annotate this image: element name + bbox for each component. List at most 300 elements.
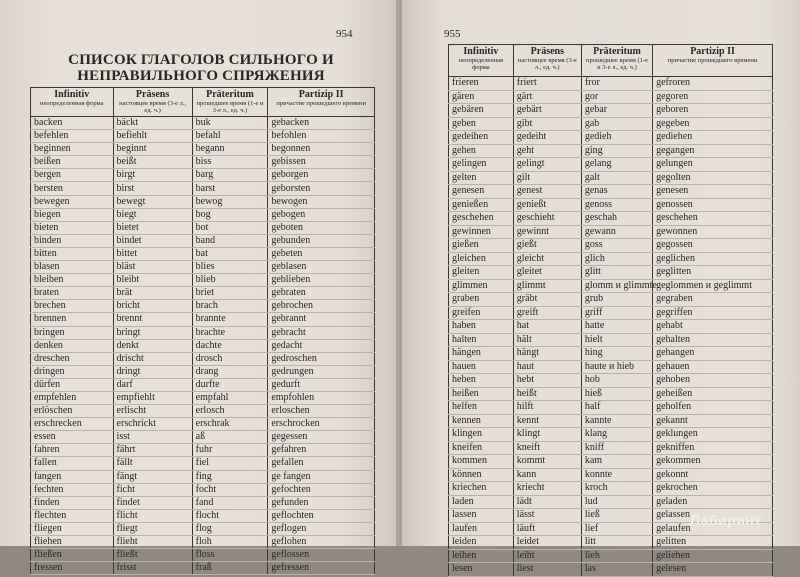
table-cell: glimmen <box>449 279 514 293</box>
table-cell: blieb <box>192 274 268 287</box>
table-cell: flocht <box>192 509 268 522</box>
table-row <box>31 522 375 535</box>
table-row <box>31 195 375 208</box>
table-cell: glitt <box>581 266 652 280</box>
table-cell: genießt <box>513 198 581 212</box>
table-cell: gießen <box>449 239 514 253</box>
table-cell: band <box>192 234 268 247</box>
table-row <box>31 457 375 470</box>
page-number: 954 <box>336 28 353 40</box>
table-row <box>449 320 773 334</box>
table-cell: grub <box>581 293 652 307</box>
table-cell: lieh <box>581 549 652 563</box>
table-cell: gewinnen <box>449 225 514 239</box>
table-cell: gilt <box>513 171 581 185</box>
table-cell: gegossen <box>653 239 773 253</box>
table-row <box>449 374 773 388</box>
table-row <box>449 549 773 563</box>
table-row <box>31 326 375 339</box>
table-row <box>449 185 773 199</box>
table-cell: brach <box>192 300 268 313</box>
table-row <box>449 279 773 293</box>
table-cell: laden <box>449 495 514 509</box>
table-row <box>31 169 375 182</box>
table-cell: fiel <box>192 457 268 470</box>
column-header <box>449 45 514 77</box>
table-cell: gediehen <box>653 131 773 145</box>
table-cell: gehoben <box>653 374 773 388</box>
table-cell: geglommen и geglimmt <box>653 279 773 293</box>
column-header-subtitle: прошедшее время (1-е и 3-е л., ед. ч.) <box>196 100 264 114</box>
table-cell: fressen <box>31 562 114 575</box>
table-cell: erschrak <box>192 418 268 431</box>
table-cell: denkt <box>113 339 192 352</box>
table-cell: hält <box>513 333 581 347</box>
table-cell: liest <box>513 563 581 577</box>
table-cell: gegessen <box>268 431 375 444</box>
table-cell: kniff <box>581 441 652 455</box>
table-cell: kroch <box>581 482 652 496</box>
table-cell: gebogen <box>268 208 375 221</box>
table-cell: genossen <box>653 198 773 212</box>
table-cell: gelungen <box>653 158 773 172</box>
table-cell: kennen <box>449 414 514 428</box>
table-cell: klang <box>581 428 652 442</box>
table-row <box>449 117 773 131</box>
table-cell: bog <box>192 208 268 221</box>
table-cell: isst <box>113 431 192 444</box>
table-row <box>31 182 375 195</box>
table-cell: beginnen <box>31 143 114 156</box>
table-cell: bäckt <box>113 117 192 130</box>
table-cell: klingen <box>449 428 514 442</box>
table-cell: genas <box>581 185 652 199</box>
table-cell: gekniffen <box>653 441 773 455</box>
table-cell: heißt <box>513 387 581 401</box>
right-page <box>402 0 800 575</box>
table-row <box>449 482 773 496</box>
table-row <box>449 414 773 428</box>
table-cell: gebar <box>581 104 652 118</box>
column-header-subtitle: прошедшее время (1-е и 3-е л., ед. ч.) <box>586 57 648 71</box>
table-cell: brachte <box>192 326 268 339</box>
table-cell: greifen <box>449 306 514 320</box>
table-cell: griff <box>581 306 652 320</box>
table-cell: glomm и glimmte <box>581 279 652 293</box>
table-cell: gewonnen <box>653 225 773 239</box>
table-cell: gebrannt <box>268 313 375 326</box>
table-cell: geboten <box>268 221 375 234</box>
verb-table-left <box>30 87 375 575</box>
table-cell: geborsten <box>268 182 375 195</box>
table-cell: geschehen <box>449 212 514 226</box>
table-cell: gelten <box>449 171 514 185</box>
table-cell: konnte <box>581 468 652 482</box>
page-number: 955 <box>444 28 461 40</box>
table-row <box>31 431 375 444</box>
table-cell: lud <box>581 495 652 509</box>
table-cell: gewann <box>581 225 652 239</box>
table-cell: blasen <box>31 261 114 274</box>
table-cell: hieß <box>581 387 652 401</box>
table-cell: fror <box>581 77 652 91</box>
table-cell: genießen <box>449 198 514 212</box>
table-row <box>31 444 375 457</box>
table-cell: litt <box>581 536 652 550</box>
table-cell: backen <box>31 117 114 130</box>
table-cell: bat <box>192 247 268 260</box>
table-cell: gebacken <box>268 117 375 130</box>
table-row <box>31 287 375 300</box>
table-row <box>31 378 375 391</box>
table-cell: gab <box>581 117 652 131</box>
column-header-subtitle: настоящее время (3-е л., ед. ч.) <box>517 57 577 71</box>
table-row <box>449 171 773 185</box>
table-row <box>31 156 375 169</box>
table-cell: fangen <box>31 470 114 483</box>
table-cell: gefochten <box>268 483 375 496</box>
table-cell: hat <box>513 320 581 334</box>
table-cell: friert <box>513 77 581 91</box>
table-cell: hängt <box>513 347 581 361</box>
column-header-subtitle: неопределенная форма <box>458 57 504 71</box>
table-cell: gedeiht <box>513 131 581 145</box>
table-row <box>31 117 375 130</box>
table-cell: laufen <box>449 522 514 536</box>
table-row <box>449 212 773 226</box>
table-cell: lesen <box>449 563 514 577</box>
column-header <box>192 88 268 117</box>
table-cell: genesen <box>449 185 514 199</box>
table-cell: leihen <box>449 549 514 563</box>
table-row <box>449 239 773 253</box>
table-row <box>449 131 773 145</box>
table-cell: denken <box>31 339 114 352</box>
table-cell: geklungen <box>653 428 773 442</box>
table-cell: gekonnt <box>653 468 773 482</box>
table-cell: gleitet <box>513 266 581 280</box>
table-row <box>449 428 773 442</box>
table-cell: gegoren <box>653 90 773 104</box>
table-cell: genest <box>513 185 581 199</box>
table-cell: findet <box>113 496 192 509</box>
table-cell: dachte <box>192 339 268 352</box>
table-cell: erlischt <box>113 405 192 418</box>
column-header-title: Partizip II <box>690 46 735 57</box>
table-cell: erschrecken <box>31 418 114 431</box>
table-cell: fing <box>192 470 268 483</box>
table-cell: hebt <box>513 374 581 388</box>
column-header <box>513 45 581 77</box>
table-row <box>31 261 375 274</box>
column-header-title: Infinitiv <box>463 46 499 57</box>
table-cell: gräbt <box>513 293 581 307</box>
page-title <box>42 52 360 84</box>
table-cell: glich <box>581 252 652 266</box>
table-row <box>31 339 375 352</box>
table-cell: glimmt <box>513 279 581 293</box>
table-cell: bindet <box>113 234 192 247</box>
table-cell: barg <box>192 169 268 182</box>
table-cell: gedacht <box>268 339 375 352</box>
column-header-title: Infinitiv <box>54 89 90 100</box>
table-cell: geflochten <box>268 509 375 522</box>
table-cell: gärt <box>513 90 581 104</box>
table-cell: drang <box>192 365 268 378</box>
table-cell: bieten <box>31 221 114 234</box>
table-cell: hob <box>581 374 652 388</box>
table-cell: kannte <box>581 414 652 428</box>
table-row <box>449 387 773 401</box>
table-cell: geliehen <box>653 549 773 563</box>
table-row <box>449 495 773 509</box>
table-cell: fällt <box>113 457 192 470</box>
table-cell: beginnt <box>113 143 192 156</box>
table-cell: gor <box>581 90 652 104</box>
table-cell: blies <box>192 261 268 274</box>
table-row <box>449 441 773 455</box>
table-row <box>31 365 375 378</box>
table-cell: gekrochen <box>653 482 773 496</box>
table-cell: leiden <box>449 536 514 550</box>
table-cell: gegraben <box>653 293 773 307</box>
table-cell: essen <box>31 431 114 444</box>
table-row <box>31 143 375 156</box>
table-cell: gibt <box>513 117 581 131</box>
table-cell: briet <box>192 287 268 300</box>
table-cell: gießt <box>513 239 581 253</box>
table-row <box>449 266 773 280</box>
table-cell: haut <box>513 360 581 374</box>
table-cell: bewogen <box>268 195 375 208</box>
title-line-2: НЕПРАВИЛЬНОГО СПРЯЖЕНИЯ <box>77 68 325 84</box>
table-cell: ging <box>581 144 652 158</box>
table-cell: fand <box>192 496 268 509</box>
table-cell: gebissen <box>268 156 375 169</box>
table-cell: fließen <box>31 549 114 562</box>
table-cell: gegangen <box>653 144 773 158</box>
column-header <box>268 88 375 117</box>
table-cell: empfahl <box>192 391 268 404</box>
table-cell: empfohlen <box>268 391 375 404</box>
table-cell: geht <box>513 144 581 158</box>
table-cell: gelingt <box>513 158 581 172</box>
table-cell: birgt <box>113 169 192 182</box>
table-row <box>449 360 773 374</box>
table-row <box>31 536 375 549</box>
table-cell: gedroschen <box>268 352 375 365</box>
table-cell: fechten <box>31 483 114 496</box>
table-cell: dringen <box>31 365 114 378</box>
table-row <box>31 221 375 234</box>
table-cell: gehauen <box>653 360 773 374</box>
table-cell: dürfen <box>31 378 114 391</box>
table-cell: bewegt <box>113 195 192 208</box>
table-cell: flicht <box>113 509 192 522</box>
table-cell: hauen <box>449 360 514 374</box>
table-cell: erlöschen <box>31 405 114 418</box>
table-cell: brennt <box>113 313 192 326</box>
table-cell: gebären <box>449 104 514 118</box>
table-cell: durfte <box>192 378 268 391</box>
table-row <box>31 418 375 431</box>
column-header-subtitle: неопределенная форма <box>40 100 104 107</box>
table-cell: flechten <box>31 509 114 522</box>
table-cell: gehalten <box>653 333 773 347</box>
table-cell: darf <box>113 378 192 391</box>
table-row <box>449 293 773 307</box>
table-row <box>449 455 773 469</box>
table-cell: erloschen <box>268 405 375 418</box>
column-header-subtitle: настоящее время (3-е л., ед. ч.) <box>119 100 187 114</box>
table-cell: geben <box>449 117 514 131</box>
table-cell: gelingen <box>449 158 514 172</box>
table-row <box>449 144 773 158</box>
table-cell: gebrochen <box>268 300 375 313</box>
table-cell: bot <box>192 221 268 234</box>
table-cell: gelesen <box>653 563 773 577</box>
column-header-subtitle: причастие прошедшего времени <box>667 57 758 64</box>
column-header-title: Partizip II <box>298 89 344 100</box>
table-row <box>31 549 375 562</box>
table-cell: genoss <box>581 198 652 212</box>
table-cell: gefunden <box>268 496 375 509</box>
table-row <box>449 104 773 118</box>
table-cell: haute и hieb <box>581 360 652 374</box>
table-cell: gedrungen <box>268 365 375 378</box>
table-cell: barst <box>192 182 268 195</box>
table-row <box>449 347 773 361</box>
table-cell: bewog <box>192 195 268 208</box>
table-cell: gefressen <box>268 562 375 575</box>
table-cell: gebeten <box>268 247 375 260</box>
table-cell: beißen <box>31 156 114 169</box>
table-cell: gekannt <box>653 414 773 428</box>
table-cell: binden <box>31 234 114 247</box>
table-cell: haben <box>449 320 514 334</box>
table-cell: las <box>581 563 652 577</box>
table-cell: kneifen <box>449 441 514 455</box>
table-cell: geflogen <box>268 522 375 535</box>
table-cell: geflossen <box>268 549 375 562</box>
table-cell: klingt <box>513 428 581 442</box>
table-cell: fraß <box>192 562 268 575</box>
table-cell: buk <box>192 117 268 130</box>
table-cell: bringen <box>31 326 114 339</box>
table-cell: geschieht <box>513 212 581 226</box>
left-page <box>0 0 398 574</box>
table-cell: gleiten <box>449 266 514 280</box>
table-cell: galt <box>581 171 652 185</box>
table-cell: biss <box>192 156 268 169</box>
table-cell: begonnen <box>268 143 375 156</box>
table-cell: bleiben <box>31 274 114 287</box>
table-cell: flieht <box>113 536 192 549</box>
table-cell: leidet <box>513 536 581 550</box>
table-cell: geschehen <box>653 212 773 226</box>
table-row <box>449 90 773 104</box>
table-cell: fließt <box>113 549 192 562</box>
table-cell: focht <box>192 483 268 496</box>
table-row <box>31 234 375 247</box>
table-cell: gedieh <box>581 131 652 145</box>
table-row <box>31 130 375 143</box>
table-cell: hilft <box>513 401 581 415</box>
table-cell: gedurft <box>268 378 375 391</box>
table-cell: gebracht <box>268 326 375 339</box>
table-row <box>31 352 375 365</box>
table-cell: finden <box>31 496 114 509</box>
table-cell: gehangen <box>653 347 773 361</box>
table-cell: braten <box>31 287 114 300</box>
table-row <box>449 536 773 550</box>
table-row <box>31 208 375 221</box>
table-cell: floh <box>192 536 268 549</box>
table-cell: geblasen <box>268 261 375 274</box>
table-row <box>31 247 375 260</box>
table-cell: drosch <box>192 352 268 365</box>
table-cell: fährt <box>113 444 192 457</box>
table-cell: graben <box>449 293 514 307</box>
table-cell: geboren <box>653 104 773 118</box>
table-cell: fliehen <box>31 536 114 549</box>
table-cell: gelaufen <box>653 522 773 536</box>
table-cell: geglichen <box>653 252 773 266</box>
table-cell: biegen <box>31 208 114 221</box>
table-cell: geladen <box>653 495 773 509</box>
table-cell: können <box>449 468 514 482</box>
table-cell: brennen <box>31 313 114 326</box>
table-cell: beißt <box>113 156 192 169</box>
table-row <box>449 468 773 482</box>
table-cell: gegeben <box>653 117 773 131</box>
table-cell: halten <box>449 333 514 347</box>
table-cell: geflohen <box>268 536 375 549</box>
table-cell: erschrickt <box>113 418 192 431</box>
table-row <box>449 198 773 212</box>
table-cell: hielt <box>581 333 652 347</box>
table-cell: befiehlt <box>113 130 192 143</box>
table-cell: drischt <box>113 352 192 365</box>
table-cell: empfiehlt <box>113 391 192 404</box>
table-row <box>31 483 375 496</box>
table-cell: kommen <box>449 455 514 469</box>
table-cell: birst <box>113 182 192 195</box>
table-row <box>31 391 375 404</box>
table-cell: genesen <box>653 185 773 199</box>
table-cell: flog <box>192 522 268 535</box>
table-cell: bringt <box>113 326 192 339</box>
table-row <box>449 158 773 172</box>
table-cell: begann <box>192 143 268 156</box>
table-cell: lassen <box>449 509 514 523</box>
table-row <box>449 225 773 239</box>
table-cell: bricht <box>113 300 192 313</box>
table-row <box>449 77 773 91</box>
column-header-title: Präsens <box>530 46 564 57</box>
table-row <box>31 470 375 483</box>
column-header <box>581 45 652 77</box>
table-cell: geheißen <box>653 387 773 401</box>
table-cell: gegriffen <box>653 306 773 320</box>
table-cell: kam <box>581 455 652 469</box>
table-cell: goss <box>581 239 652 253</box>
table-cell: frisst <box>113 562 192 575</box>
table-row <box>31 274 375 287</box>
column-header-title: Präteritum <box>206 89 254 100</box>
table-cell: bewegen <box>31 195 114 208</box>
table-cell: gebunden <box>268 234 375 247</box>
